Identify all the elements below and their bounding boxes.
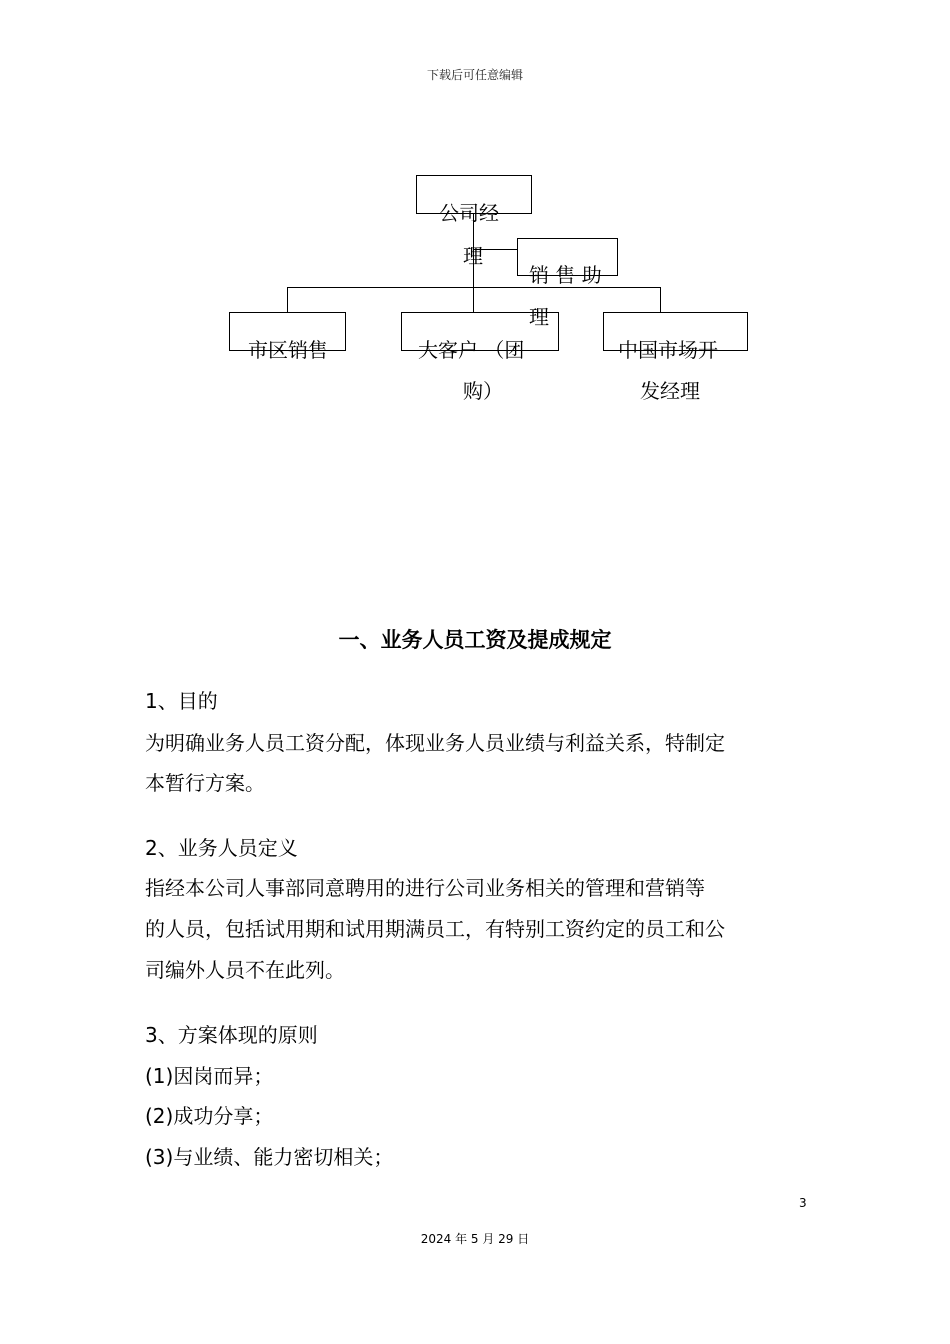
item-principle-1: (1)因岗而异； (145, 1064, 274, 1088)
header-note: 下载后可任意编辑 (426, 68, 523, 82)
org-label-china-market-1: 中国市场开 (618, 338, 718, 362)
footer-date: 2024 年 5 月 29 日 (420, 1232, 530, 1246)
item-purpose-text-2: 本暂行方案。 (145, 771, 265, 795)
connector-horizontal (287, 287, 661, 288)
org-label-city-sales: 市区销售 (248, 338, 328, 362)
connector-right-drop (660, 287, 661, 313)
org-label-manager-2: 理 (463, 244, 483, 268)
org-label-assistant-1: 销 售 助 (529, 263, 602, 287)
section-title: 一、业务人员工资及提成规定 (338, 628, 612, 652)
item-definition-heading: 2、业务人员定义 (145, 836, 298, 860)
page-number: 3 (799, 1196, 807, 1210)
connector-left-drop (287, 287, 288, 313)
org-label-china-market-2: 发经理 (640, 379, 700, 403)
org-label-manager-1: 公司经 (439, 201, 499, 225)
org-label-key-accounts-1: 大客户 （团 (418, 338, 525, 362)
item-principle-3: (3)与业绩、能力密切相关； (145, 1145, 394, 1169)
item-principle-2: (2)成功分享； (145, 1104, 274, 1128)
org-label-assistant-2: 理 (529, 305, 549, 329)
item-purpose-text-1: 为明确业务人员工资分配，体现业务人员业绩与利益关系，特制定 (145, 731, 725, 755)
org-label-key-accounts-2: 购） (463, 379, 503, 403)
item-purpose-heading: 1、目的 (145, 689, 218, 713)
item-principles-heading: 3、方案体现的原则 (145, 1023, 318, 1047)
item-definition-text-2: 的人员，包括试用期和试用期满员工，有特别工资约定的员工和公 (145, 917, 725, 941)
item-definition-text-1: 指经本公司人事部同意聘用的进行公司业务相关的管理和营销等 (145, 876, 705, 900)
item-definition-text-3: 司编外人员不在此列。 (145, 958, 345, 982)
